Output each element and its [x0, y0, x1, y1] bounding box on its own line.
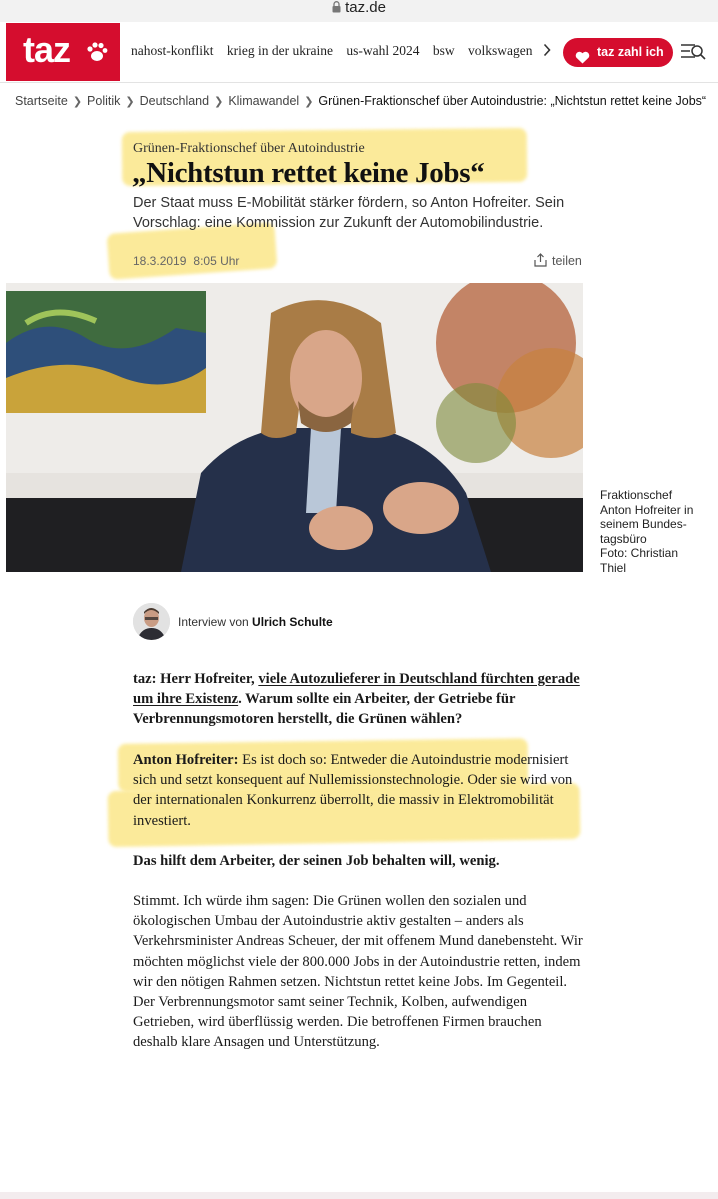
nav-item-ukraine[interactable]: krieg in der ukraine: [226, 43, 333, 58]
breadcrumb-politik[interactable]: Politik: [87, 94, 121, 108]
article-date: 18.3.2019: [133, 254, 187, 268]
question-2: [133, 851, 583, 871]
taz-logo[interactable]: [6, 23, 120, 81]
taz-zahl-ich-button[interactable]: [563, 38, 673, 67]
main-nav: [131, 22, 541, 82]
share-icon: [534, 253, 547, 267]
question-speaker: taz: Herr Hofreiter,: [133, 671, 255, 687]
article-headline: „Nichtstun rettet keine Jobs“: [132, 157, 485, 189]
answer-text: Stimmt. Ich würde ihm sagen: Die Grünen wollen den sozialen und ökologischen Umbau der Autoindustrie aktiv gestalten – anders als Verkehrsminister Andreas Scheuer, der mit offenem Mund danebensteht. Wir möchten möglichst viele der 800.000 Jobs in der Autoindustrie retten, indem wir den nötigen Rahmen setzen. Nichtstun rettet keine Jobs. Im Gegenteil. Der Verbrennungsmotor samt seiner Technik, Kolben, aufwendigen Getrieben, wird überflüssig werden. Die betroffenen Firmen brauchen deshalb klare Ansagen und Unterstützung.: [133, 893, 583, 1051]
author-name[interactable]: Ulrich Schulte: [252, 615, 333, 629]
answer-1: [133, 750, 583, 831]
breadcrumb-klimawandel[interactable]: Klimawandel: [228, 94, 300, 108]
chevron-right-icon: ❯: [72, 96, 83, 108]
url-domain: taz.de: [345, 0, 386, 16]
nav-item-nahost[interactable]: nahost-konflikt: [131, 43, 214, 58]
answer-2: [133, 891, 583, 1053]
menu-search-icon[interactable]: [680, 41, 706, 68]
breadcrumb-deutschland[interactable]: Deutschland: [139, 94, 210, 108]
heart-icon: [575, 46, 590, 75]
paw-icon: [86, 41, 108, 68]
question-1: [133, 669, 583, 730]
chevron-right-icon: ❯: [214, 96, 224, 108]
question-text: Das hilft dem Arbeiter, der seinen Job behalten will, wenig.: [133, 853, 500, 869]
article-photo[interactable]: [6, 283, 583, 572]
page-footer-edge: [0, 1192, 718, 1199]
author-prefix: Interview von: [178, 615, 249, 629]
nav-item-us-wahl[interactable]: us-wahl 2024: [346, 43, 420, 58]
nav-item-volkswagen[interactable]: volkswagen: [467, 43, 533, 58]
caption-line: seinem Bundes-: [600, 517, 687, 532]
article-teaser: Der Staat muss E-Mobilität stärker fördern, so Anton Hofreiter. Sein Vorschlag: eine Kommission zur Zukunft der Automobilindustrie.: [133, 195, 565, 231]
chevron-right-icon: ❯: [125, 96, 135, 108]
share-label: teilen: [552, 254, 582, 268]
lock-icon: [332, 1, 341, 17]
photo-caption: [600, 488, 705, 576]
article-kicker: Grünen-Fraktionschef über Autoindustrie: [133, 141, 365, 156]
breadcrumb-current: Grünen-Fraktionschef über Autoindustrie: „Nichtstun rettet keine Jobs“: [318, 94, 707, 108]
article-time: 8:05 Uhr: [193, 254, 240, 268]
answer-speaker: Anton Hofreiter:: [133, 752, 239, 768]
breadcrumb: [15, 94, 715, 112]
share-button[interactable]: [534, 253, 582, 268]
site-header: [0, 22, 718, 83]
url-bar[interactable]: [0, 0, 718, 22]
caption-line: Anton Hofreiter in: [600, 502, 694, 517]
logo-text: taz: [23, 29, 71, 70]
avatar[interactable]: [133, 603, 170, 640]
article-dateline: [133, 254, 239, 268]
article-link[interactable]: viele Autozulieferer in Deutschland fürchten gerade um ihre Existenz: [133, 671, 580, 708]
caption-line: Thiel: [600, 560, 627, 575]
chevron-right-icon[interactable]: [543, 43, 551, 62]
author-text: [178, 615, 333, 629]
question-text: . Warum sollte ein Arbeiter, der Getriebe für Verbrennungsmotoren herstellt, die Grünen wählen?: [133, 691, 516, 728]
nav-item-bsw[interactable]: bsw: [432, 43, 455, 58]
caption-line: Fraktionschef: [600, 488, 673, 502]
chevron-right-icon: ❯: [304, 96, 314, 108]
caption-line: tagsbüro: [600, 531, 647, 546]
answer-text: Es ist doch so: Entweder die Autoindustrie modernisiert sich und setzt konsequent auf Nullemissionstechnologie. Oder sie wird von der internationalen Konkurrenz überrollt, die massiv in Elektromobilität investiert.: [133, 752, 573, 829]
caption-line: Foto: Christian: [600, 546, 679, 561]
pay-button-label: taz zahl ich: [597, 45, 664, 59]
breadcrumb-startseite[interactable]: Startseite: [15, 94, 68, 108]
